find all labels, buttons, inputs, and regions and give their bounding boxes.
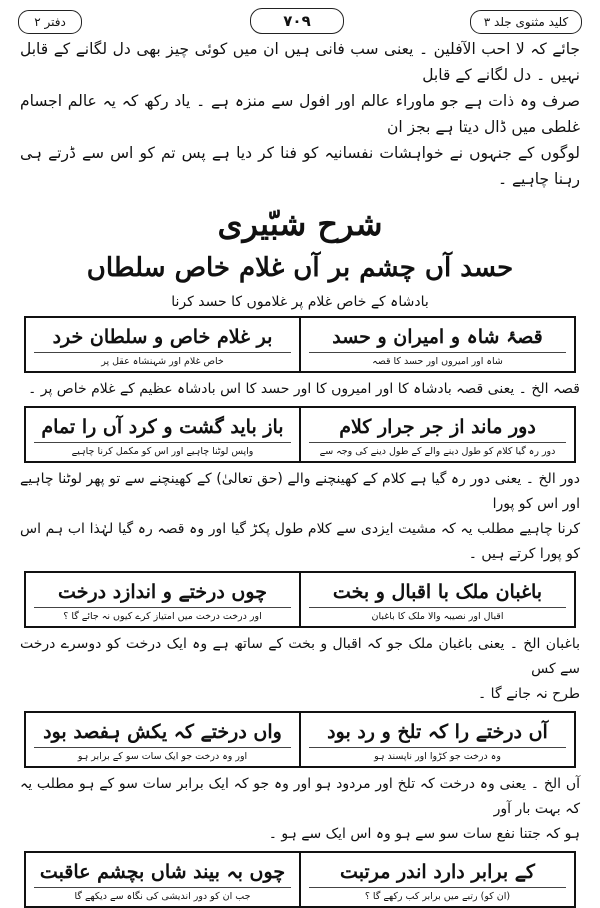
word-gloss: وہ درخت جو کڑوا اور ناپسند ہو xyxy=(309,747,566,764)
verse-text: آں درختے را کہ تلخ و رد بود xyxy=(327,721,548,743)
explanation-line: دور الخ ۔ یعنی دور رہ گیا ہے کلام کے کھینچنے والے (حق تعالیٰ) کے کھینچنے سے تو پھر لوٹنا چاہیے اور اس کو پورا xyxy=(20,471,580,512)
verse-text: بر غلام خاص و سلطان خرد xyxy=(52,326,273,348)
verse-right-half xyxy=(301,713,574,766)
explanation xyxy=(20,467,580,567)
verse-right-half xyxy=(301,408,574,461)
intro-paragraph xyxy=(20,36,580,192)
word-gloss: جب ان کو دور اندیشی کی نگاہ سے دیکھے گا xyxy=(34,887,291,904)
intro-line: صرف وہ ذات ہے جو ماوراء عالم اور افول سے منزہ ہے ۔ یاد رکھ کہ یہ عالم اجسام غلطی میں ڈال دیتا ہے بجز ان xyxy=(20,92,580,136)
section-subtitle: بادشاہ کے خاص غلام پر غلاموں کا حسد کرنا xyxy=(171,294,429,310)
explanation-line: قصہ الخ ۔ یعنی قصہ بادشاہ کا اور امیروں کا اور حسد کا اس بادشاہ عظیم کے غلام خاص پر ۔ xyxy=(28,381,580,397)
word-gloss: (ان کو) رتبے میں برابر کب رکھے گا ؟ xyxy=(309,887,566,904)
explanation-line: طرح نہ جانے گا ۔ xyxy=(478,686,580,702)
page-number: ۷۰۹ xyxy=(250,8,344,34)
verse-left-half xyxy=(26,318,301,371)
verse-right-half xyxy=(301,573,574,626)
explanation-line: کرنا چاہیے مطلب یہ کہ مشیت ایزدی سے کلام طول پکڑ گیا اور وہ قصہ رہ گیا لہٰذا اب ہم اس کو پورا کرتے ہیں ۔ xyxy=(20,521,580,562)
word-gloss: اور درخت درخت میں امتیاز کرے کیوں نہ جائے گا ؟ xyxy=(34,607,291,624)
book-page xyxy=(18,8,582,902)
explanation-line: باغبان الخ ۔ یعنی باغبان ملک جو کہ اقبال و بخت کے ساتھ ہے وہ ایک درخت کو دوسرے درخت سے کس xyxy=(20,636,580,677)
word-gloss: دور رہ گیا کلام کو طول دینے والے کے طول دینے کی وجہ سے xyxy=(309,442,566,459)
volume-label: دفتر ۲ xyxy=(18,10,82,34)
verse-text: کے برابر دارد اندر مرتبت xyxy=(340,861,535,883)
verse-right-half xyxy=(301,853,574,906)
word-gloss: خاص غلام اور شہنشاہ عقل پر xyxy=(34,352,291,369)
word-gloss: شاہ اور امیروں اور حسد کا قصہ xyxy=(309,352,566,369)
verse-box xyxy=(24,406,576,463)
word-gloss: اقبال اور نصیبہ والا ملک کا باغبان xyxy=(309,607,566,624)
verse-text: قصۂ شاہ و امیران و حسد xyxy=(332,326,543,348)
verse-text: چوں درختے و اندازد درخت xyxy=(58,581,267,603)
verse-text: باغبان ملک با اقبال و بخت xyxy=(332,581,543,603)
explanation-line: آں الخ ۔ یعنی وہ درخت کہ تلخ اور مردود ہو اور وہ جو کہ ایک برابر سات سو کے ہو مطلب یہ کہ بہت بار آور xyxy=(20,776,580,817)
verse-right-half xyxy=(301,318,574,371)
verse-left-half xyxy=(26,713,301,766)
verse-box xyxy=(24,571,576,628)
intro-line: لوگوں کے جنہوں نے خواہشات نفسانیہ کو فنا کر دیا ہے پس تم کو اس سے ڈرتے ہی رہنا چاہیے ۔ xyxy=(20,144,580,188)
explanation-line: ہو کہ جتنا نفع سات سو سے ہو وہ اس ایک سے ہو ۔ xyxy=(268,826,580,842)
intro-line: جائے کہ لا احب الآفلین ۔ یعنی سب فانی ہیں ان میں کوئی چیز بھی دل لگانے کے قابل نہیں ۔ دل لگانے کے قابل xyxy=(20,40,580,84)
word-gloss: واپس لوٹنا چاہیے اور اس کو مکمل کرنا چاہیے xyxy=(34,442,291,459)
explanation xyxy=(20,632,580,707)
verse-left-half xyxy=(26,408,301,461)
verse-box xyxy=(24,851,576,908)
verse-text: دور ماند از جر جرار کلام xyxy=(339,416,536,438)
verse-text: باز باید گشت و کرد آں را تمام xyxy=(41,416,284,438)
book-title-label: کلید مثنوی جلد ۳ xyxy=(470,10,582,34)
verse-box xyxy=(24,316,576,373)
verse-text: واں درختے کہ یکش ہفصد بود xyxy=(43,721,282,743)
explanation xyxy=(20,377,580,402)
commentary-title: شرح شبّیری xyxy=(217,205,383,243)
verse-box xyxy=(24,711,576,768)
section-title: حسد آں چشم بر آں غلام خاص سلطاں xyxy=(86,253,514,283)
verse-left-half xyxy=(26,853,301,906)
word-gloss: اور وہ درخت جو ایک سات سو کے برابر ہو xyxy=(34,747,291,764)
verse-text: چوں بہ بیند شاں بچشم عاقبت xyxy=(39,861,286,883)
page-header xyxy=(18,8,582,36)
verse-left-half xyxy=(26,573,301,626)
explanation xyxy=(20,772,580,847)
